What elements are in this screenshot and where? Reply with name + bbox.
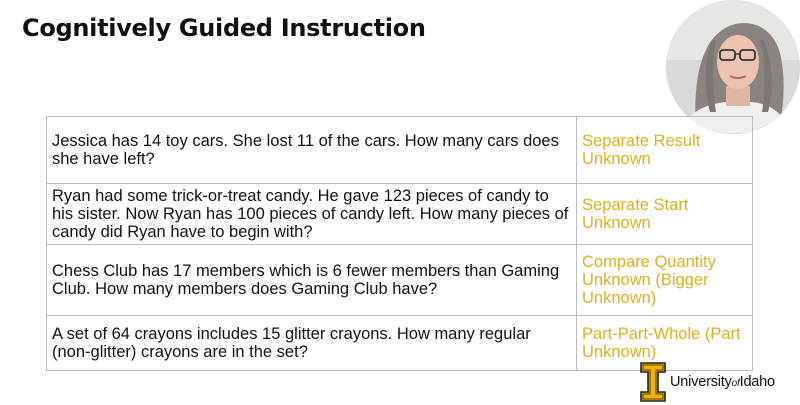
logo-word-of: of — [731, 378, 740, 389]
problem-text: Ryan had some trick-or-treat candy. He gave 123 pieces of candy to his sister. Now Ryan has 100 pieces of candy left. How many pieces of candy did Ryan have to begin with? — [47, 184, 577, 245]
table-row — [47, 117, 753, 184]
problem-type: Separate Result Unknown — [577, 117, 753, 184]
problem-text: Jessica has 14 toy cars. She lost 11 of the cars. How many cars does she have left? — [47, 117, 577, 184]
table-row — [47, 184, 753, 245]
slide-title: Cognitively Guided Instruction — [22, 14, 426, 42]
block-i-logo-icon — [640, 362, 666, 402]
university-name — [670, 374, 775, 390]
presenter-video-icon — [666, 0, 800, 134]
problem-text: Chess Club has 17 members which is 6 fewer members than Gaming Club. How many members does Gaming Club have? — [47, 245, 577, 316]
problem-type: Compare Quantity Unknown (Bigger Unknown) — [577, 245, 753, 316]
problem-text: A set of 64 crayons includes 15 glitter crayons. How many regular (non-glitter) crayons are in the set? — [47, 316, 577, 371]
table-row — [47, 245, 753, 316]
logo-word-idaho: Idaho — [739, 374, 775, 390]
university-logo — [640, 362, 775, 402]
problem-type-table — [46, 116, 753, 371]
presenter-webcam — [666, 0, 800, 134]
logo-word-university: University — [670, 374, 732, 390]
problem-type: Part-Part-Whole (Part Unknown) — [577, 316, 753, 371]
problem-type: Separate Start Unknown — [577, 184, 753, 245]
